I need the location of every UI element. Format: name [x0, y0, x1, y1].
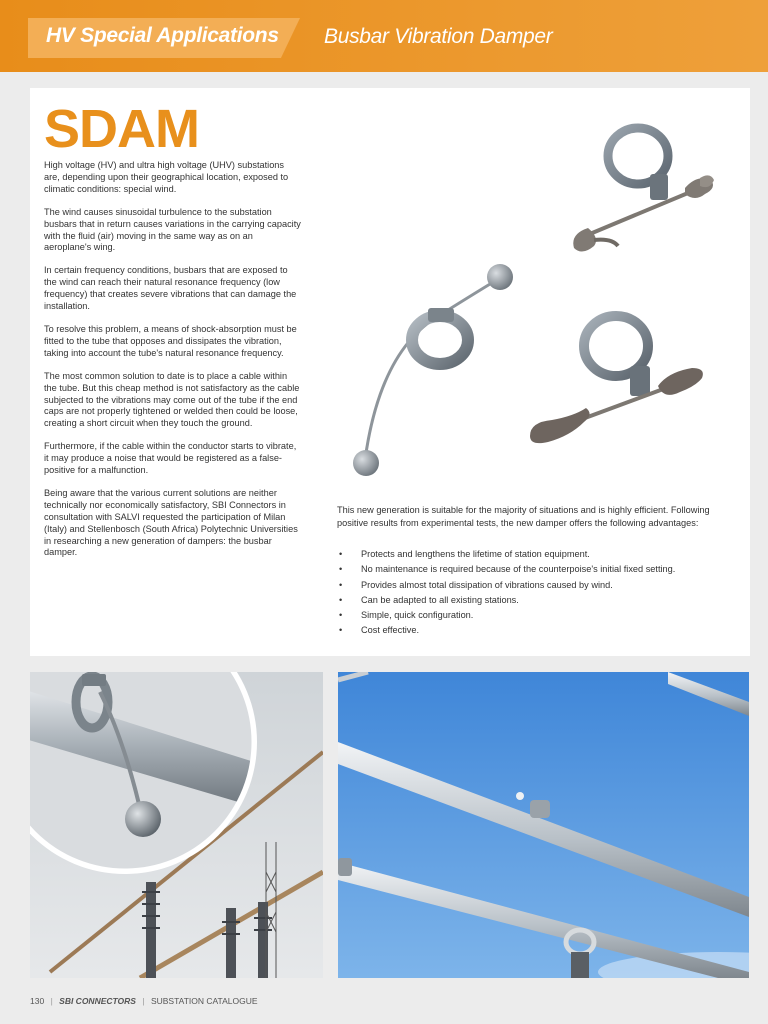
advantages-list	[337, 547, 733, 639]
busbar-installation-photo	[338, 672, 749, 978]
bullet: •	[339, 549, 343, 559]
section-title: Busbar Vibration Damper	[324, 25, 553, 48]
bullet: •	[339, 564, 343, 575]
bullet: •	[339, 579, 343, 590]
page-footer	[30, 996, 258, 1006]
category-label: HV Special Applications	[46, 24, 279, 47]
substation-detail-photo	[30, 672, 323, 978]
damper-hook-weights-image	[550, 118, 730, 268]
list-item: • Protects and lengthens the lifetime of station equipment.	[337, 547, 733, 562]
description-column	[44, 160, 302, 570]
paragraph: High voltage (HV) and ultra high voltage (UHV) substations are, depending upon their geographical location, exposed to climatic conditions: special wind.	[44, 160, 289, 194]
product-title: SDAM	[44, 99, 199, 159]
paragraph: Being aware that the various current solutions are neither technically nor economically satisfactory, SBI Connectors in consultation with SALVI requested the participation of Milan (Italy) and Stellenbosch (South Africa) Polytechnic Universities in researching a new generation of dampers: the busbar damper.	[44, 487, 298, 558]
content-panel	[30, 88, 750, 656]
list-item: • No maintenance is required because of the counterpoise's initial fixed setting.	[337, 562, 733, 577]
list-item: • Can be adapted to all existing stations.	[337, 593, 733, 608]
page-header	[0, 0, 768, 72]
footer-catalogue: SUBSTATION CATALOGUE	[150, 996, 258, 1006]
advantages-intro-text: This new generation is suitable for the majority of situations and is highly efficient. Following positive results from experimental tests, the new damper offers the following advantages:	[337, 505, 710, 528]
damper-dumbbell-weights-image	[518, 308, 718, 458]
paragraph: In certain frequency conditions, busbars that are exposed to the wind can reach their natural resonance frequency (low frequency) that creates severe vibrations that can damage the installation.	[44, 265, 297, 312]
footer-separator: |	[142, 996, 145, 1006]
footer-brand: SBI CONNECTORS	[59, 996, 136, 1006]
bullet: •	[339, 594, 343, 605]
damper-ball-rod-image	[340, 260, 530, 480]
footer-separator: |	[50, 996, 53, 1006]
list-item: • Cost effective.	[337, 623, 733, 638]
bullet: •	[339, 625, 343, 636]
list-item: • Simple, quick configuration.	[337, 608, 733, 623]
paragraph: The most common solution to date is to place a cable within the tube. But this cheap method is not satisfactory as the cable subjected to the vibrations may come out of the tube if the end caps are not properly tightened or welded then could be loose, creating a short circuit when they touch the ground.	[44, 370, 300, 429]
advantages-intro	[337, 504, 733, 529]
paragraph: The wind causes sinusoidal turbulence to the substation busbars that in return causes variations in the carrying capacity with the fluid (air) moving in the same way as on an aeroplane's wing.	[44, 206, 301, 253]
page-number: 130	[30, 996, 45, 1006]
bullet: •	[339, 610, 343, 621]
list-item: • Provides almost total dissipation of vibrations caused by wind.	[337, 578, 733, 593]
paragraph: To resolve this problem, a means of shock-absorption must be fitted to the tube that opposes and dissipates the vibration, taking into account the tube's natural resonance frequency.	[44, 323, 297, 358]
paragraph: Furthermore, if the cable within the conductor starts to vibrate, it may produce a noise that would be registered as a false-positive for a malfunction.	[44, 441, 297, 476]
